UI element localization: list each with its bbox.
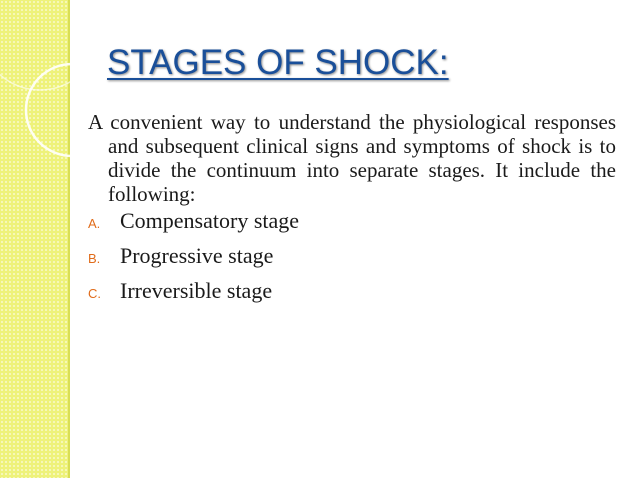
slide-title: STAGES OF SHOCK:: [107, 43, 449, 82]
stage-item-progressive: [88, 243, 616, 278]
stage-item-compensatory: [88, 208, 616, 243]
stage-text: Irreversible stage: [120, 278, 273, 303]
stage-letter: A.: [88, 216, 101, 231]
stage-item-irreversible: [88, 278, 616, 313]
stage-letter: B.: [88, 251, 101, 266]
stage-text: Progressive stage: [120, 243, 274, 268]
stage-letter: C.: [88, 286, 101, 301]
intro-paragraph: A convenient way to understand the physiological responses and subsequent clinical signs and symptoms of shock is to divide the continuum into separate stages. It include the following:: [88, 110, 616, 206]
stage-text: Compensatory stage: [120, 208, 300, 233]
slide-content: [88, 110, 616, 313]
stage-list: [88, 208, 616, 313]
decor-circle-top: [0, 0, 100, 90]
